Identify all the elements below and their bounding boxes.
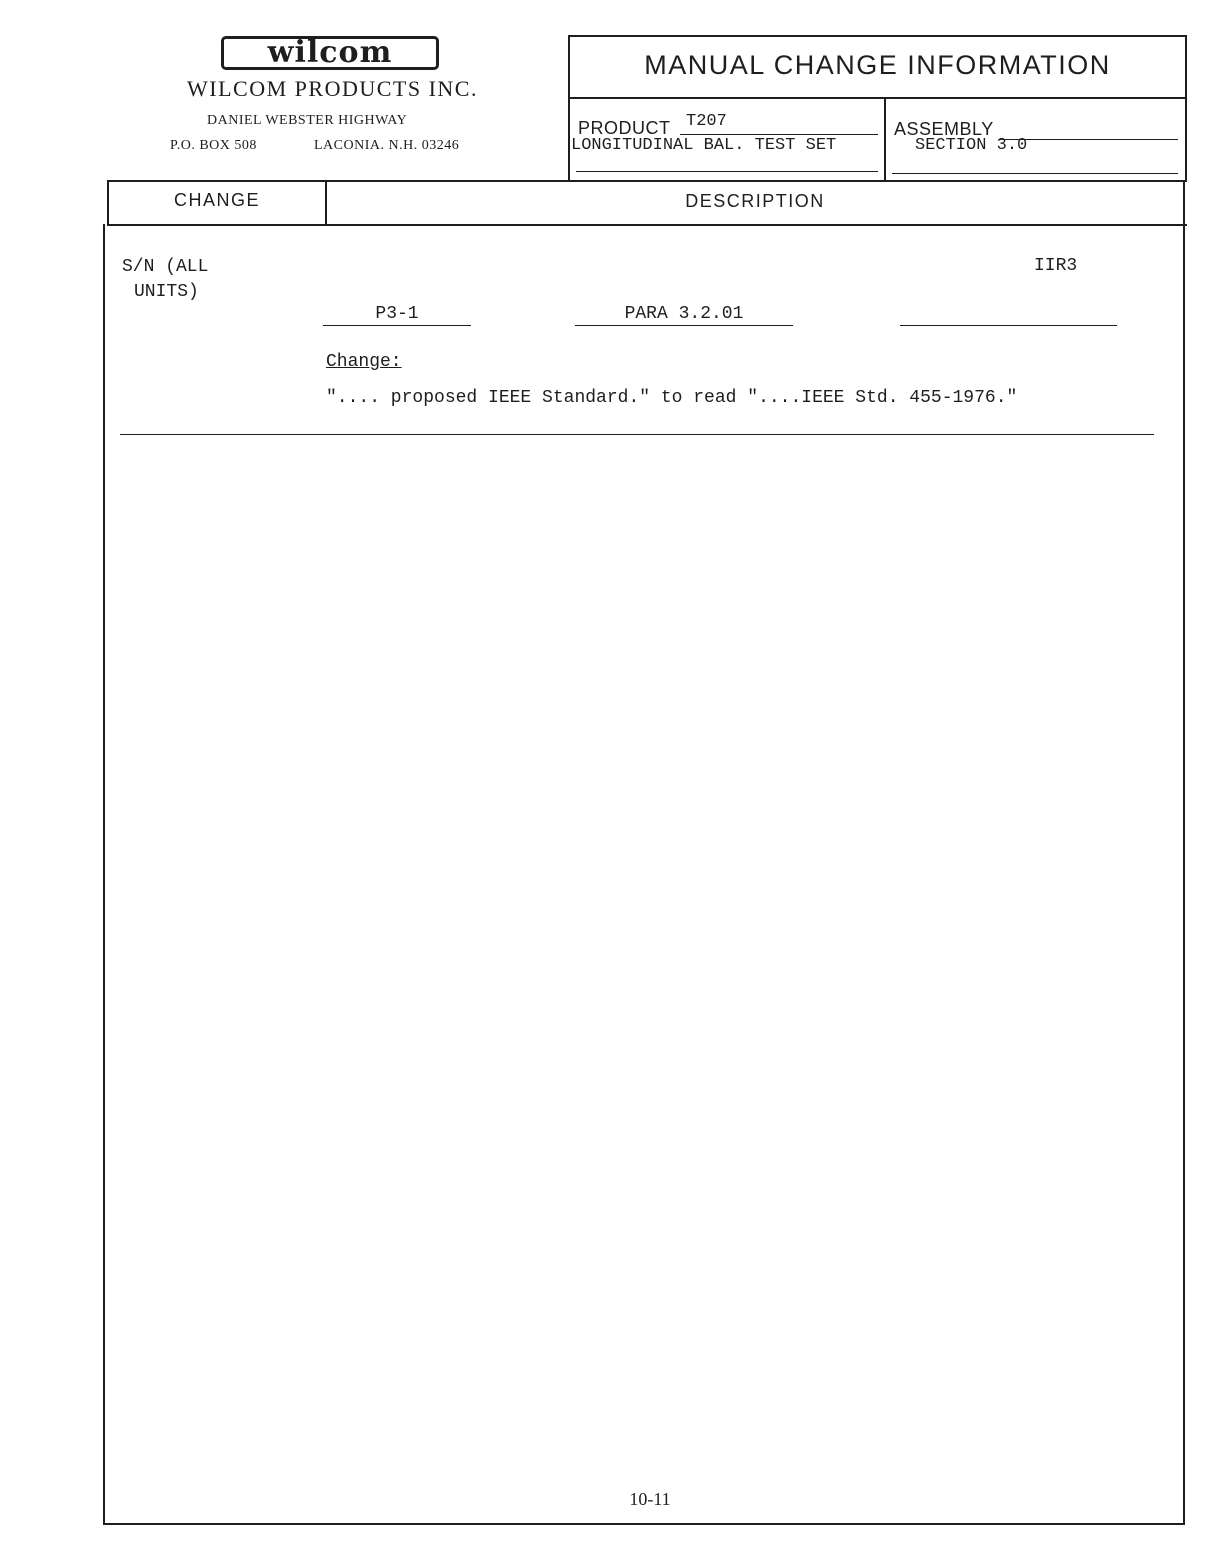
table-left-border [103, 224, 105, 1525]
assembly-value: SECTION 3.0 [915, 136, 1028, 155]
page-reference-underline [323, 325, 471, 326]
company-address: DANIEL WEBSTER HIGHWAY [207, 113, 408, 128]
company-city: LACONIA. N.H. 03246 [314, 138, 460, 153]
header-divider [568, 97, 1187, 99]
serial-number-line1: S/N (ALL [122, 257, 209, 277]
company-name: WILCOM PRODUCTS INC. [187, 76, 478, 101]
header-right-border [1185, 35, 1187, 182]
page-reference: P3-1 [375, 304, 419, 324]
column-header-change: CHANGE [173, 190, 260, 210]
table-right-border [1183, 180, 1185, 1525]
change-code: IIR3 [1034, 256, 1078, 276]
table-top-border [107, 180, 1187, 182]
assembly-label: ASSEMBLY [894, 119, 994, 139]
product-line [576, 171, 878, 172]
page-number: 10-11 [629, 1489, 671, 1509]
paragraph-reference-underline [575, 325, 793, 326]
company-po-box: P.O. BOX 508 [170, 138, 257, 153]
product-description: LONGITUDINAL BAL. TEST SET [571, 136, 837, 155]
paragraph-reference: PARA 3.2.01 [624, 304, 744, 324]
table-bottom-border [103, 1523, 1185, 1525]
table-header-divider [107, 224, 1187, 226]
company-logo [221, 36, 439, 70]
product-underline [680, 134, 878, 135]
serial-number-line2: UNITS) [134, 282, 199, 302]
product-value: T207 [686, 112, 727, 131]
header-cell-divider [884, 97, 886, 182]
assembly-line [892, 173, 1178, 174]
logo-text: wilcom [267, 35, 393, 70]
header-top-border [568, 35, 1187, 37]
form-title: MANUAL CHANGE INFORMATION [644, 50, 1111, 80]
entry-separator [120, 434, 1154, 435]
column-header-description: DESCRIPTION [685, 191, 825, 211]
product-label: PRODUCT [578, 118, 671, 138]
blank-reference-underline [900, 325, 1117, 326]
change-text: ".... proposed IEEE Standard." to read "....IEEE Std. 455-1976." [326, 388, 1018, 408]
change-label: Change: [326, 352, 402, 372]
